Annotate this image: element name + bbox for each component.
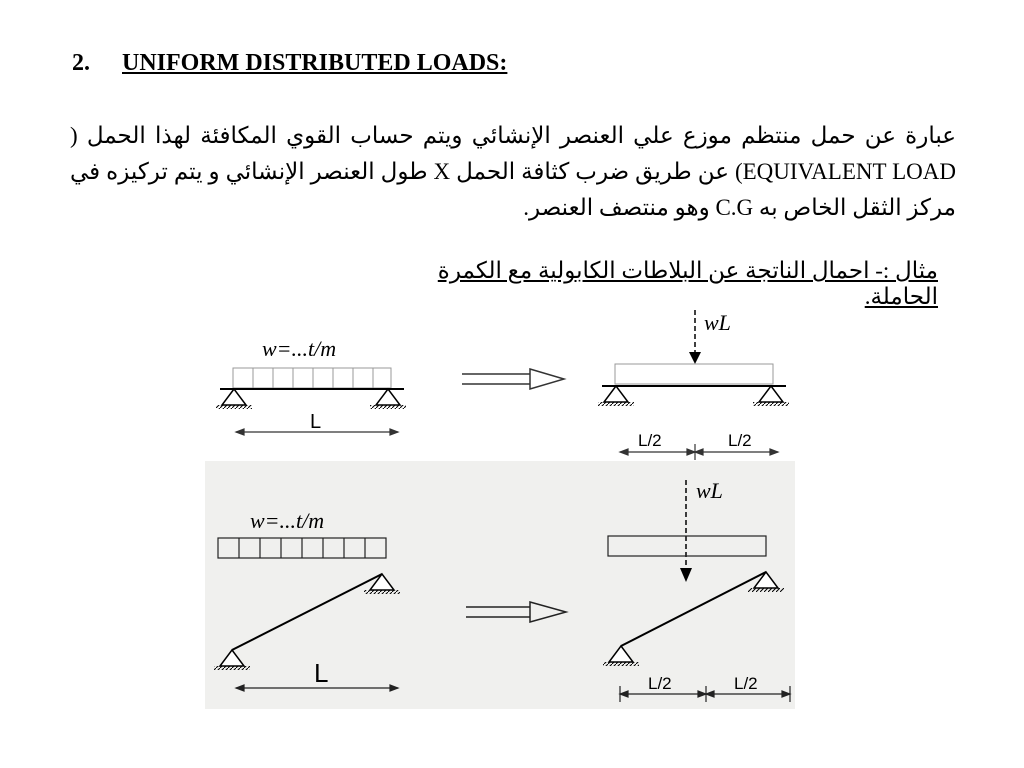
top-eq-left-support [598,386,634,406]
top-equivalent-beam-block [615,364,773,384]
bottom-half-left-label: L/2 [648,674,672,693]
top-half-right-label: L/2 [728,431,752,450]
example-caption: مثال :- احمال الناتجة عن البلاطات الكابولية مع الكمرة الحاملة. [437,258,938,309]
top-point-load-arrowhead [689,352,701,364]
description-paragraph: عبارة عن حمل منتظم موزع علي العنصر الإنشائي ويتم حساب القوي المكافئة لهذا الحمل ( EQUIVALENT LOAD) عن طريق ضرب كثافة الحمل X طول العنصر الإنشائي و يتم تركيزه في مركز الثقل الخاص به C.G وهو منتصف العنصر. [70,123,957,220]
section-number: 2. [72,50,90,76]
top-diagram [216,310,789,460]
bottom-load-label: w=...t/m [250,508,325,533]
top-load-label: w=...t/m [262,336,337,361]
bottom-diagram [205,461,795,709]
top-equivalence-arrow [462,369,564,389]
section-title: UNIFORM DISTRIBUTED LOADS: [122,50,508,76]
top-point-load-label: wL [704,310,731,335]
top-distributed-load [233,368,391,388]
top-eq-right-support [753,386,789,406]
top-left-support [216,389,252,409]
bottom-half-right-label: L/2 [734,674,758,693]
top-right-support [370,389,406,409]
bottom-point-load-label: wL [696,478,723,503]
top-span-label: L [310,411,322,433]
top-half-left-label: L/2 [638,431,662,450]
bottom-span-label: L [314,658,329,688]
